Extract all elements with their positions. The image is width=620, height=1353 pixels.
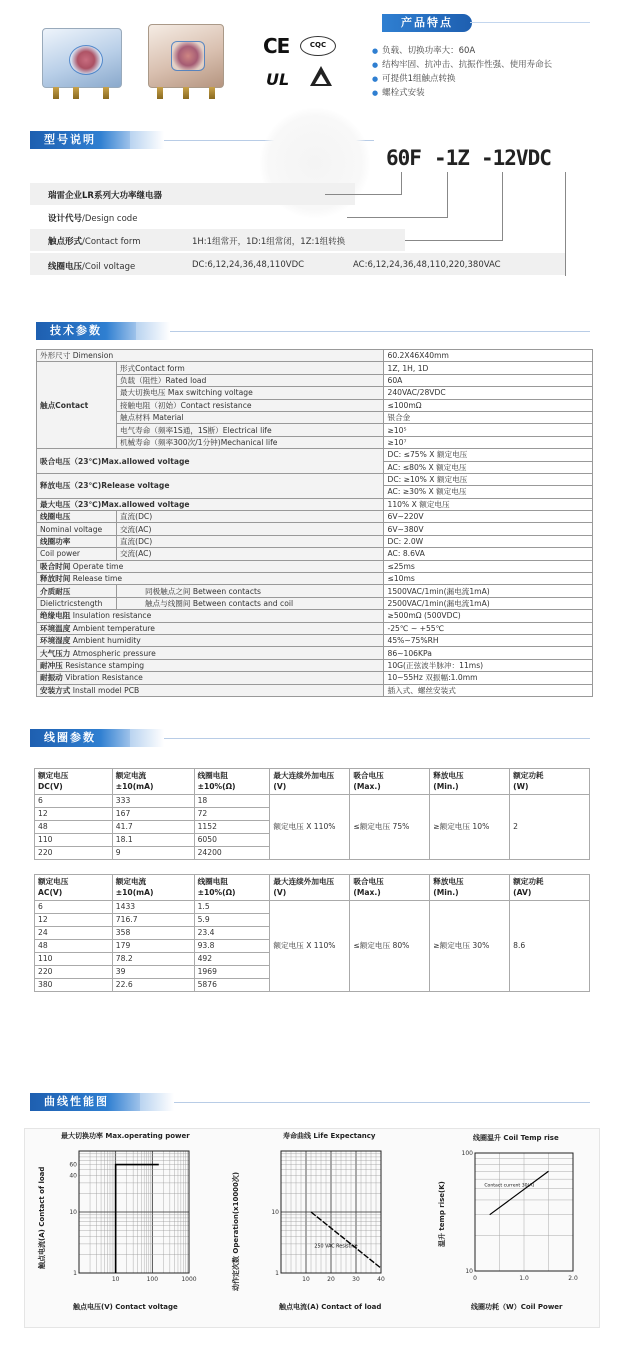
y-tick-label: 10 <box>465 1268 473 1275</box>
chart-1-xlabel: 触点电压(V) Contact voltage <box>73 1303 178 1311</box>
feature-item: ● 结构牢固、抗冲击、抗振作性强、使用寿命长 <box>372 60 553 70</box>
table-row: 接触电阻（初始）Contact resistance ≤100mΩ <box>37 399 593 411</box>
table-row: 耐振动 Vibration Resistance 10~55Hz 双振幅:1.0mm <box>37 672 593 684</box>
table-row: 吸合时间 Operate time ≤25ms <box>37 560 593 572</box>
table-row: 220 39 1969 <box>35 966 590 979</box>
col-header: 释放电压 (Min.) <box>430 769 510 795</box>
chart-2-xlabel: 触点电流(A) Contact of load <box>279 1303 382 1311</box>
model-code-part-2: -1Z <box>434 146 469 170</box>
feature-item: ● 螺栓式安装 <box>372 88 425 98</box>
table-row: AC: ≥30% X 额定电压 <box>37 486 593 498</box>
table-row: Coil power 交流(AC) AC: 8.6VA <box>37 548 593 560</box>
coil-table-ac <box>34 874 590 992</box>
col-header: 额定电流 ±10(mA) <box>112 769 194 795</box>
chart-3-title: 线圈温升 Coil Temp rise <box>473 1134 559 1142</box>
relay-photo-clear <box>42 28 122 88</box>
y-tick-label: 1 <box>275 1270 279 1277</box>
table-row: 12 167 72 <box>35 808 590 821</box>
table-row: 安装方式 Install model PCB 插入式、螺丝安装式 <box>37 684 593 696</box>
table-row: 线圈功率 直流(DC) DC: 2.0W <box>37 535 593 547</box>
x-tick-label: 100 <box>146 1276 159 1283</box>
table-row: 耐冲压 Resistance stamping 10G(正弦波半脉冲：11ms) <box>37 659 593 671</box>
table-row: 最大电压（23℃)Max.allowed voltage 110% X 额定电压 <box>37 498 593 510</box>
col-header: 额定功耗 (AV) <box>510 875 590 901</box>
table-row: 48 179 93.8 <box>35 940 590 953</box>
features-list <box>372 44 552 100</box>
chart-2-life-expectancy <box>259 1147 385 1283</box>
x-tick-label: 0 <box>473 1275 477 1282</box>
table-row: 大气压力 Atmospheric pressure 86~106KPa <box>37 647 593 659</box>
col-header: 额定电压 DC(V) <box>35 769 113 795</box>
chart-2-title: 寿命曲线 Life Expectancy <box>283 1132 376 1140</box>
chart-1-title: 最大切换功率 Max.operating power <box>61 1132 190 1140</box>
ul-mark: UL <box>266 70 290 89</box>
coil-table-dc <box>34 768 590 860</box>
table-row: 释放时间 Release time ≤10ms <box>37 573 593 585</box>
spec-section-title: 技术参数 <box>36 322 136 340</box>
y-tick-label: 60 <box>69 1161 77 1169</box>
table-row: 环境温度 Ambient temperature -25℃ ~ +55℃ <box>37 622 593 634</box>
col-header: 最大连续外加电压 (V) <box>270 875 350 901</box>
table-row: 吸合电压（23℃)Max.allowed voltage DC: ≤75% X 额定电压 <box>37 449 593 461</box>
x-tick-label: 40 <box>377 1276 385 1283</box>
table-header-row <box>35 769 590 795</box>
table-row: 绝缘电阻 Insulation resistance ≥500mΩ (500VDC) <box>37 610 593 622</box>
chart-3-coil-temp-rise <box>455 1149 577 1283</box>
table-row: 110 78.2 492 <box>35 953 590 966</box>
bullet-icon: ● <box>372 47 379 55</box>
table-header-row <box>35 875 590 901</box>
table-row: 380 22.6 5876 <box>35 979 590 992</box>
table-row: 220 9 24200 <box>35 847 590 860</box>
x-tick-label: 10 <box>111 1276 120 1283</box>
table-row: 线圈电压 直流(DC) 6V~220V <box>37 511 593 523</box>
table-row: 环境湿度 Ambient humidity 45%~75%RH <box>37 634 593 646</box>
table-row: 电气寿命（频率1S通，1S断）Electrical life ≥10⁵ <box>37 424 593 436</box>
col-header: 吸合电压 (Max.) <box>350 769 430 795</box>
table-row: 负载（阻性）Rated load 60A <box>37 374 593 386</box>
table-row: 触点材料 Material 银合金 <box>37 411 593 423</box>
annotation-label: Contact current 30(A) <box>484 1183 535 1189</box>
chart-2-ylabel: 动作定次数 Operation(x10000次) <box>232 1171 240 1291</box>
curves-section-title: 曲线性能图 <box>30 1093 140 1111</box>
col-header: 吸合电压 (Max.) <box>350 875 430 901</box>
x-tick-label: 30 <box>352 1276 360 1283</box>
features-title: 产品特点 <box>382 14 472 32</box>
col-header: 线圈电阻 ±10%(Ω) <box>194 769 270 795</box>
spec-table <box>36 349 593 697</box>
y-tick-label: 100 <box>461 1150 473 1157</box>
ce-mark: CE <box>263 34 290 58</box>
x-tick-label: 20 <box>327 1276 335 1283</box>
table-row: 6 1433 1.5 额定电压 X 110% ≤额定电压 80% ≥额定电压 30% 8.6 <box>35 901 590 914</box>
bullet-icon: ● <box>372 61 379 69</box>
table-row: 释放电压（23℃)Release voltage DC: ≥10% X 额定电压 <box>37 473 593 485</box>
y-tick-label: 10 <box>271 1209 279 1216</box>
y-tick-label: 40 <box>69 1172 77 1180</box>
col-header: 额定电流 ±10(mA) <box>112 875 194 901</box>
bullet-icon: ● <box>372 75 379 83</box>
curves-panel <box>24 1128 600 1328</box>
bullet-icon: ● <box>372 89 379 97</box>
annotation-label: 250 VAC Resistive <box>314 1244 358 1250</box>
coil-section-title: 线圈参数 <box>30 729 130 747</box>
table-row: 48 41.7 1152 <box>35 821 590 834</box>
table-row: Nominal voltage 交流(AC) 6V~380V <box>37 523 593 535</box>
table-row: 介质耐压 同极触点之间 Between contacts 1500VAC/1min(漏电流1mA) <box>37 585 593 597</box>
x-tick-label: 1000 <box>181 1276 197 1283</box>
y-tick-label: 10 <box>69 1209 77 1216</box>
table-row: 机械寿命（频率300次/1分钟)Mechanical life ≥10⁷ <box>37 436 593 448</box>
table-row: 110 18.1 6050 <box>35 834 590 847</box>
model-section-title: 型号说明 <box>30 131 130 149</box>
x-tick-label: 10 <box>302 1276 310 1283</box>
col-header: 额定电压 AC(V) <box>35 875 113 901</box>
chart-1-ylabel: 触点电流(A) Contact of load <box>38 1166 46 1269</box>
chart-3-xlabel: 线圈功耗（W）Coil Power <box>471 1303 563 1311</box>
y-tick-label: 1 <box>73 1270 77 1277</box>
cqc-mark: CQC <box>300 36 336 56</box>
x-tick-label: 2.0 <box>568 1275 578 1282</box>
feature-item: ● 可提供1组触点转换 <box>372 74 456 84</box>
col-header: 线圈电阻 ±10%(Ω) <box>194 875 270 901</box>
table-row: 12 716.7 5.9 <box>35 914 590 927</box>
feature-item: ● 负载、切换功率大：60A <box>372 46 476 56</box>
table-row: 6 333 18 额定电压 X 110% ≤额定电压 75% ≥额定电压 10% 2 <box>35 795 590 808</box>
col-header: 释放电压 (Min.) <box>430 875 510 901</box>
series-line <box>490 1171 549 1214</box>
table-row: AC: ≤80% X 额定电压 <box>37 461 593 473</box>
chart-1-max-operating-power <box>63 1147 197 1283</box>
table-row: 最大切换电压 Max switching voltage 240VAC/28VDC <box>37 387 593 399</box>
table-row: Dielictricstength 触点与线圈间 Between contacts and coil 2500VAC/1min(漏电流1mA) <box>37 597 593 609</box>
model-code-part-1: 60F <box>386 146 421 170</box>
x-tick-label: 1.0 <box>519 1275 529 1282</box>
table-row: 触点Contact 形式Contact form 1Z, 1H, 1D <box>37 362 593 374</box>
table-row: 24 358 23.4 <box>35 927 590 940</box>
col-header: 最大连续外加电压 (V) <box>270 769 350 795</box>
model-code-part-3: -12VDC <box>481 146 551 170</box>
table-row: 外形尺寸 Dimension 60.2X46X40mm <box>37 350 593 362</box>
relay-photo-amber <box>148 24 224 88</box>
chart-3-ylabel: 温升 temp rise(K) <box>438 1181 446 1247</box>
col-header: 额定功耗 (W) <box>510 769 590 795</box>
